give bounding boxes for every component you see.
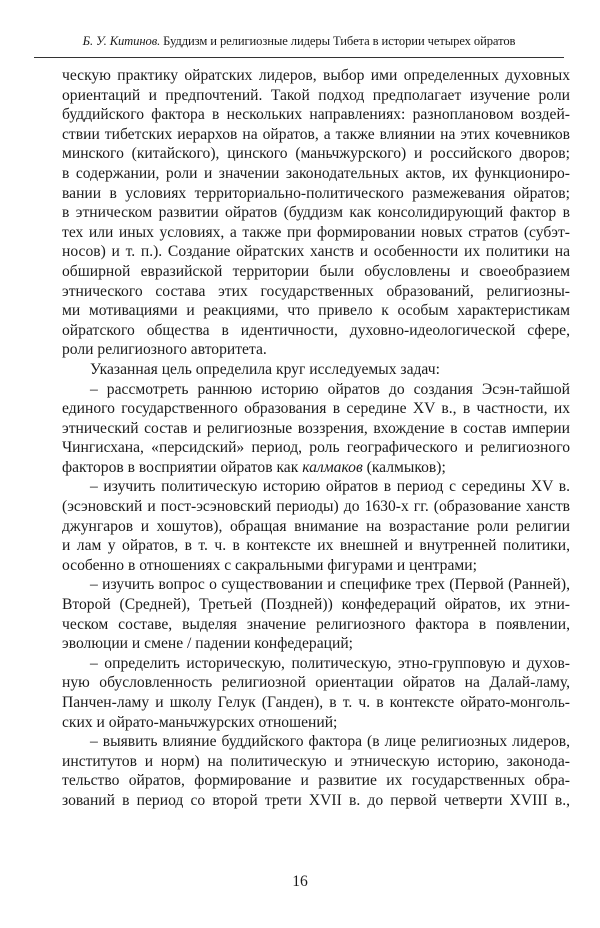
text-line: – рассмотреть раннюю историю ойратов до создания Эсэн-тайшой [90,380,570,398]
text-line: ми мотивациями и реакциями, что привело к особым характеристикам [62,302,570,320]
header-title: Буддизм и религиозные лидеры Тибета в истории четырех ойратов [160,34,516,48]
text-line: Панчен-ламу и школу Гелук (Ганден), в т. ч. в контексте ойрато-монголь- [62,694,570,711]
text-line: в содержании, роли и значении законодательных актов, их функциониро- [62,164,570,182]
text-line: Второй (Средней), Третьей (Поздней)) конфедераций ойратов, их этни- [62,596,570,614]
text-line: ную обусловленность религиозной ориентации ойратов на Далай-ламу, [62,674,570,692]
text-line: эволюции и смене / падении конфедераций; [62,635,353,653]
text-line: зований в период со второй трети XVII в. до первой четверти XVIII в., [62,791,570,809]
text-line: – определить историческую, политическую, этно-групповую и духов- [90,654,570,672]
text-line: ских и ойрато-маньчжурских отношений; [62,713,338,731]
body-text [62,66,570,811]
running-header [34,34,564,49]
text-line: (эсэновский и пост-эсэновский периоды) до 1630-х гг. (образование ханств [62,498,570,516]
text-line: – выявить влияние буддийского фактора (в лице религиозных лидеров, [90,733,570,751]
text-line: и лам у ойратов, в т. ч. в контексте их внешней и внутренней политики, [62,537,570,555]
text-line: Чингисхана, «персидский» период, роль географического и религиозного [62,439,570,457]
text-line: буддийского фактора в нескольких направлениях: разноплановом воздей- [62,106,570,124]
text-line: обширной евразийской территории были обусловлены и своеобразием [62,262,570,280]
text-line: Указанная цель определила круг исследуемых задач: [90,360,440,378]
text-line: в этническом развитии ойратов (буддизм как консолидирующий фактор в [62,204,570,222]
text-line: – изучить вопрос о существовании и специфике трех (Первой (Ранней), [90,576,570,594]
text-line: особенно в отношениях с сакральными фигурами и центрами; [62,556,477,574]
text-line: единого государственного образования в середине XV в., в частности, их [62,400,570,418]
text-line: тех или иных условиях, а также при формировании новых стратов (субэт- [62,223,570,241]
text-line: – изучить политическую историю ойратов в период с середины XV в. [90,478,570,496]
header-author: Б. У. Китинов. [82,34,161,48]
text-line: этнического состава этих государственных образований, религиозны- [62,282,570,300]
text-line: ствии тибетских иерархов на ойратов, а также влиянии на этих кочевников [62,125,570,143]
text-line: джунгаров и хошутов), обращая внимание на возрастание роли религии [62,517,570,535]
text-line: ческом составе, выделяя значение религиозного фактора в появлении, [62,615,570,633]
header-rule [34,57,564,58]
text-line: роли религиозного авторитета. [62,341,267,359]
text-line: ойратского общества в идентичности, духовно-идеологической сфере, [62,321,570,339]
text-line: ческую практику ойратских лидеров, выбор ими определенных духовных [62,67,570,84]
text-line: носов) и т. п.). Создание ойратских ханств и особенности их политики на [62,243,570,261]
text-line: институтов и норм) на политическую и этническую историю, законода- [62,752,570,770]
page-number: 16 [292,873,308,890]
text-line: этнический состав и религиозные воззрения, вхождение в состав империи [62,419,570,437]
text-line: ориентаций и предпочтений. Такой подход предполагает изучение роли [62,86,570,104]
text-line: минского (китайского), цинского (маньчжурского) и российского дворов; [62,145,570,163]
text-line: вании в условиях территориально-политического размежевания ойратов; [62,184,570,202]
text-line: факторов в восприятии ойратов как калмаков (калмыков); [62,458,446,476]
text-line: тельство ойратов, формирование и развитие их государственных обра- [62,772,570,790]
